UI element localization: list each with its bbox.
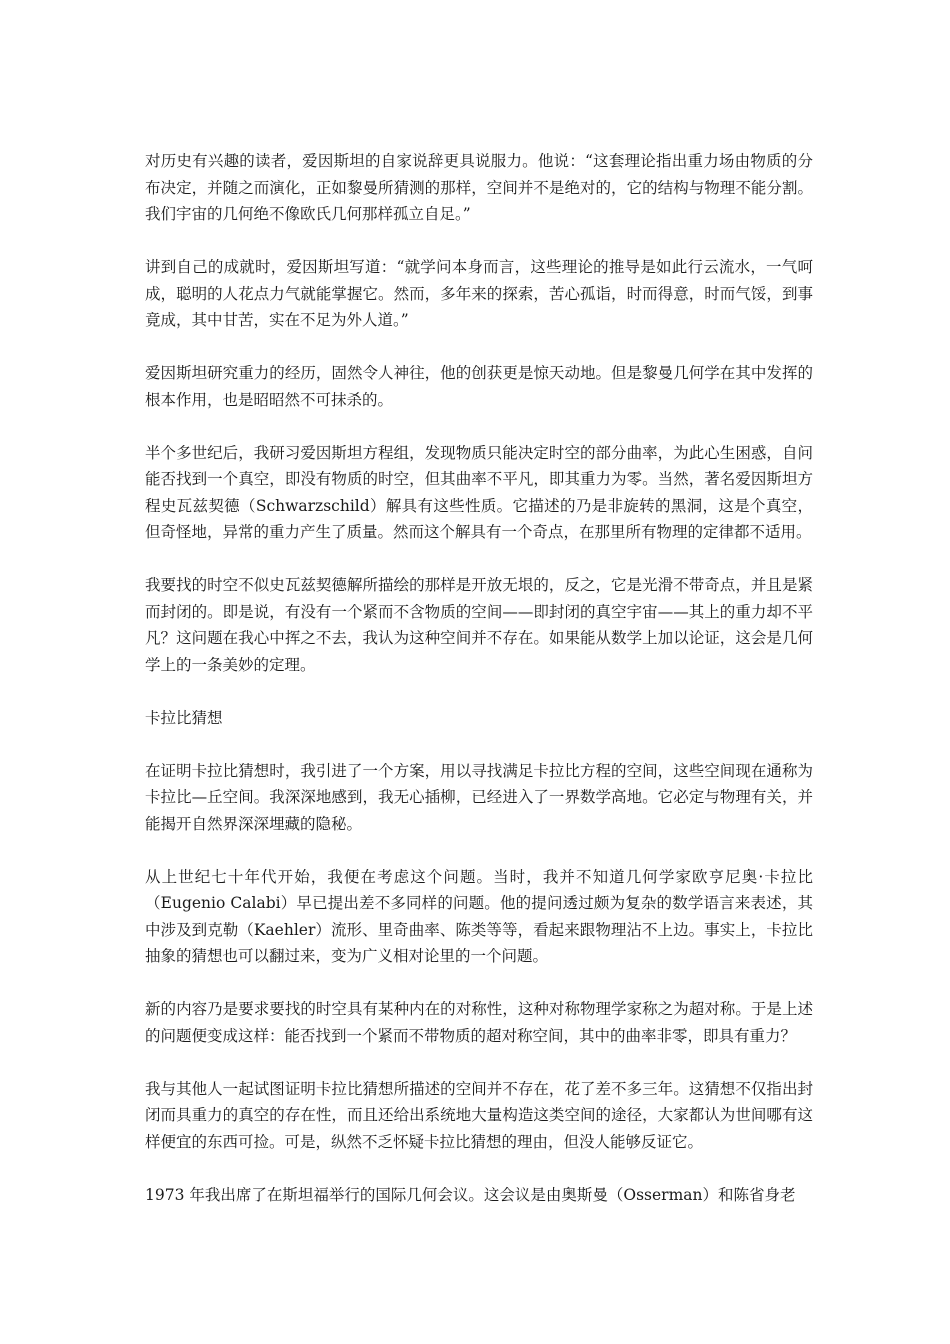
paragraph-schwarzschild: 半个多世纪后，我研习爱因斯坦方程组，发现物质只能决定时空的部分曲率，为此心生困惑，自问能否找到一个真空，即没有物质的时空，但其曲率不平凡，即其重力为零。当然，著名爱因斯坦方程史瓦兹契德（Schwarzschild）解具有这些性质。它描述的乃是非旋转的黑洞，这是个真空，但奇怪地，异常的重力产生了质量。然而这个解具有一个奇点，在那里所有物理的定律都不适用。 bbox=[145, 443, 813, 541]
paragraph-calabi-yau-space: 在证明卡拉比猜想时，我引进了一个方案，用以寻找满足卡拉比方程的空间，这些空间现在通称为卡拉比—丘空间。我深深地感到，我无心插柳，已经进入了一界数学高地。它必定与物理有关，并能揭开自然界深深埋藏的隐秘。 bbox=[145, 761, 813, 833]
paragraph-calabi-question: 从上世纪七十年代开始，我便在考虑这个问题。当时，我并不知道几何学家欧亨尼奥·卡拉比（Eugenio Calabi）早已提出差不多同样的问题。他的提问透过颇为复杂的数学语言来表述，其中涉及到克勒（Kaehler）流形、里奇曲率、陈类等等，看起来跟物理沾不上边。事实上，卡拉比抽象的猜想也可以翻过来，变为广义相对论里的一个问题。 bbox=[145, 867, 813, 965]
paragraph-disproof-attempt: 我与其他人一起试图证明卡拉比猜想所描述的空间并不存在，花了差不多三年。这猜想不仅指出封闭而具重力的真空的存在性，而且还给出系统地大量构造这类空间的途径，大家都认为世间哪有这样便宜的东西可捡。可是，纵然不乏怀疑卡拉比猜想的理由，但没人能够反证它。 bbox=[145, 1079, 813, 1151]
section-heading: 卡拉比猜想 bbox=[145, 708, 223, 727]
paragraph-riemann-role: 爱因斯坦研究重力的经历，固然令人神往，他的创获更是惊天动地。但是黎曼几何学在其中发挥的根本作用，也是昭昭然不可抹杀的。 bbox=[145, 364, 813, 409]
paragraph-einstein-achievement: 讲到自己的成就时，爱因斯坦写道：“就学问本身而言，这些理论的推导是如此行云流水，一气呵成，聪明的人花点力气就能掌握它。然而，多年来的探索，苦心孤诣，时而得意，时而气馁，到事竟成，其中甘苦，实在不足为外人道。” bbox=[145, 258, 813, 329]
document-body bbox=[145, 148, 813, 1235]
paragraph-closed-vacuum: 我要找的时空不似史瓦兹契德解所描绘的那样是开放无垠的，反之，它是光滑不带奇点，并且是紧而封闭的。即是说，有没有一个紧而不含物质的空间——即封闭的真空宇宙——其上的重力却不平凡？这问题在我心中挥之不去，我认为这种空间并不存在。如果能从数学上加以论证，这会是几何学上的一条美妙的定理。 bbox=[145, 576, 813, 674]
paragraph-supersymmetry: 新的内容乃是要求要找的时空具有某种内在的对称性，这种对称物理学家称之为超对称。于是上述的问题便变成这样：能否找到一个紧而不带物质的超对称空间，其中的曲率非零，即具有重力？ bbox=[145, 1000, 813, 1045]
paragraph-einstein-quote: 对历史有兴趣的读者，爱因斯坦的自家说辞更具说服力。他说：“这套理论指出重力场由物质的分布决定，并随之而演化，正如黎曼所猜测的那样，空间并不是绝对的，它的结构与物理不能分割。我们宇宙的几何绝不像欧氏几何那样孤立自足。” bbox=[145, 152, 813, 223]
paragraph-stanford-conference: 1973 年我出席了在斯坦福举行的国际几何会议。这会议是由奥斯曼（Osserman）和陈省身老 bbox=[145, 1185, 796, 1204]
